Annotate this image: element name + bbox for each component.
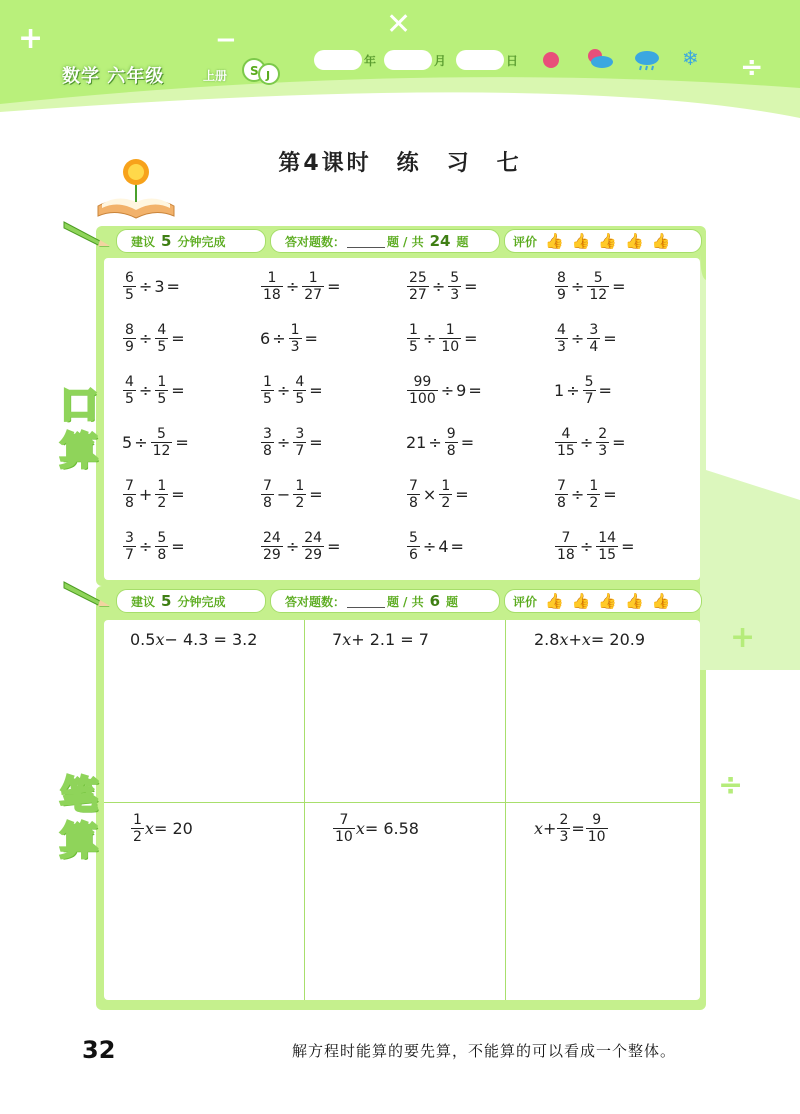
- fraction: $\frac{4}{15}$: [557, 426, 575, 459]
- lesson-title: 第4课时 练 习 七: [278, 151, 522, 176]
- oral-problem: $\frac{3}{7}$ ÷ $\frac{5}{8}$ =: [125, 530, 185, 563]
- oral-suggest-pill: [116, 229, 266, 253]
- fraction: $\frac{14}{15}$: [598, 530, 617, 563]
- equation-4: $\frac{1}{2}$ x = 20: [133, 812, 193, 845]
- pencil-icon: [62, 578, 114, 608]
- oral-problem: $\frac{4}{5}$ ÷ $\frac{1}{5}$ =: [125, 374, 185, 407]
- divide-decoration: ÷: [718, 768, 744, 803]
- grid-divider: [505, 620, 506, 1000]
- sunny-icon[interactable]: [540, 49, 562, 71]
- footer-tip: 解方程时能算的要先算，不能算的可以看成一个整体。: [292, 1042, 677, 1060]
- rating-label: 评价: [513, 594, 538, 609]
- oral-problem: 1 ÷ $\frac{5}{7}$ =: [554, 374, 612, 407]
- oral-score-pill: [270, 229, 500, 253]
- svg-text:+: +: [18, 21, 44, 56]
- suggest-label: 建议: [131, 594, 156, 609]
- thumbs-rating-icons[interactable]: 👍👍👍👍👍: [545, 232, 679, 250]
- pencil-icon: [62, 218, 114, 248]
- total-count: 24: [429, 232, 451, 250]
- written-rating-pill: [504, 589, 702, 613]
- oral-problem: $\frac{1}{5}$ ÷ $\frac{4}{5}$ =: [263, 374, 323, 407]
- rating-label: 评价: [513, 234, 538, 249]
- fraction: $\frac{99}{100}$: [409, 374, 436, 407]
- oral-problem: $\frac{99}{100}$ ÷ 9 =: [409, 374, 482, 407]
- suggest-unit: 分钟完成: [177, 234, 226, 249]
- svg-text:÷: ÷: [740, 50, 764, 83]
- oral-problem: $\frac{5}{6}$ ÷ 4 =: [409, 530, 464, 563]
- fraction: $\frac{5}{12}$: [152, 426, 171, 459]
- oral-problem: $\frac{24}{29}$ ÷ $\frac{24}{29}$ =: [263, 530, 341, 563]
- total-suffix: 题: [456, 234, 469, 249]
- oral-problem: $\frac{6}{5}$ ÷ 3 =: [125, 270, 180, 303]
- page-number: 32: [82, 1036, 116, 1064]
- oral-problem: $\frac{3}{8}$ ÷ $\frac{3}{7}$ =: [263, 426, 323, 459]
- fraction: $\frac{3}{7}$: [295, 426, 305, 459]
- volume-label: 上册: [203, 69, 228, 83]
- grid-divider: [304, 620, 305, 1000]
- fraction: $\frac{4}{3}$: [557, 322, 566, 355]
- fraction: $\frac{3}{7}$: [125, 530, 134, 563]
- equation-2: 7 x + 2.1 = 7: [332, 630, 429, 649]
- fraction: $\frac{7}{8}$: [263, 478, 272, 511]
- equation-5: $\frac{7}{10}$ x = 6.58: [335, 812, 419, 845]
- fraction: $\frac{5}{8}$: [157, 530, 167, 563]
- oral-problem: $\frac{7}{8}$ − $\frac{1}{2}$ =: [263, 478, 323, 511]
- fraction: $\frac{5}{3}$: [450, 270, 460, 303]
- suggest-minutes: 5: [161, 232, 172, 250]
- fraction: $\frac{1}{18}$: [263, 270, 281, 303]
- oral-rating-pill: [504, 229, 702, 253]
- fraction: $\frac{7}{8}$: [125, 478, 134, 511]
- svg-text:✕: ✕: [386, 7, 412, 42]
- fraction: $\frac{1}{2}$: [589, 478, 599, 511]
- written-side-label-1: 笔: [60, 773, 99, 817]
- total-prefix: / 共: [403, 234, 424, 249]
- oral-problem: $\frac{1}{5}$ ÷ $\frac{1}{10}$ =: [409, 322, 478, 355]
- page-curl-decoration: [700, 250, 800, 670]
- svg-text:J: J: [266, 69, 271, 82]
- total-count: 6: [429, 592, 441, 610]
- snowy-icon[interactable]: ❄: [682, 46, 699, 70]
- written-suggest-pill: [116, 589, 266, 613]
- fraction: $\frac{3}{8}$: [263, 426, 272, 459]
- oral-problem: $\frac{7}{8}$ ÷ $\frac{1}{2}$ =: [557, 478, 617, 511]
- fraction: $\frac{2}{3}$: [598, 426, 608, 459]
- oral-problem: $\frac{1}{18}$ ÷ $\frac{1}{27}$ =: [263, 270, 341, 303]
- correct-label: 答对题数：: [285, 594, 346, 609]
- oral-problem: $\frac{4}{15}$ ÷ $\frac{2}{3}$ =: [557, 426, 626, 459]
- plus-decoration: +: [730, 620, 756, 655]
- fraction: $\frac{1}{3}$: [290, 322, 300, 355]
- suggest-unit: 分钟完成: [177, 594, 226, 609]
- oral-problem: $\frac{4}{3}$ ÷ $\frac{3}{4}$ =: [557, 322, 617, 355]
- fraction: $\frac{4}{5}$: [157, 322, 167, 355]
- oral-problem: 21 ÷ $\frac{9}{8}$ =: [406, 426, 475, 459]
- fraction: $\frac{4}{5}$: [125, 374, 134, 407]
- suggest-minutes: 5: [161, 592, 172, 610]
- thumbs-rating-icons[interactable]: 👍👍👍👍👍: [545, 592, 679, 610]
- oral-side-label-1: 口: [60, 383, 99, 427]
- fraction: $\frac{1}{27}$: [304, 270, 323, 303]
- oral-problem: $\frac{7}{8}$ + $\frac{1}{2}$ =: [125, 478, 185, 511]
- day-label: 日: [506, 54, 519, 68]
- written-score-pill: [270, 589, 500, 613]
- fraction: $\frac{5}{12}$: [589, 270, 608, 303]
- oral-problem: $\frac{25}{27}$ ÷ $\frac{5}{3}$ =: [409, 270, 478, 303]
- partly-cloudy-icon[interactable]: [584, 47, 614, 69]
- oral-side-label-2: 算: [60, 429, 99, 473]
- fraction: $\frac{7}{8}$: [409, 478, 418, 511]
- correct-label: 答对题数：: [285, 234, 346, 249]
- svg-text:S: S: [250, 64, 259, 78]
- month-label: 月: [434, 54, 447, 68]
- fraction: $\frac{1}{5}$: [263, 374, 272, 407]
- oral-problem: $\frac{7}{8}$ × $\frac{1}{2}$ =: [409, 478, 469, 511]
- total-suffix: 题: [446, 594, 459, 609]
- grid-divider: [104, 802, 700, 803]
- ti-label: 题: [387, 234, 400, 249]
- oral-problem: 6 ÷ $\frac{1}{3}$ =: [260, 322, 318, 355]
- fraction: $\frac{24}{29}$: [263, 530, 281, 563]
- fraction: $\frac{1}{5}$: [157, 374, 167, 407]
- correct-count-field[interactable]: [347, 595, 385, 608]
- fraction: $\frac{24}{29}$: [304, 530, 323, 563]
- equation-1: 0.5 x − 4.3 = 3.2: [130, 630, 258, 649]
- month-field[interactable]: [384, 50, 432, 70]
- fraction: $\frac{7}{8}$: [557, 478, 566, 511]
- total-prefix: / 共: [403, 594, 424, 609]
- fraction: $\frac{8}{9}$: [125, 322, 134, 355]
- oral-problem: $\frac{7}{18}$ ÷ $\frac{14}{15}$ =: [557, 530, 635, 563]
- fraction: $\frac{4}{5}$: [295, 374, 305, 407]
- correct-count-field[interactable]: [347, 235, 385, 248]
- fraction: $\frac{5}{7}$: [584, 374, 594, 407]
- equation-6: x + $\frac{2}{3}$ = $\frac{9}{10}$: [534, 812, 606, 845]
- fraction: $\frac{1}{5}$: [409, 322, 418, 355]
- fraction: $\frac{1}{10}$: [441, 322, 460, 355]
- day-field[interactable]: [456, 50, 504, 70]
- fraction: $\frac{1}{2}$: [441, 478, 451, 511]
- suggest-label: 建议: [131, 234, 156, 249]
- equation-3: 2.8 x + x = 20.9: [534, 630, 646, 649]
- fraction: $\frac{3}{4}$: [589, 322, 599, 355]
- subject-grade: 数学 六年级: [62, 66, 165, 87]
- fraction: $\frac{8}{9}$: [557, 270, 566, 303]
- fraction: $\frac{1}{2}$: [157, 478, 167, 511]
- ti-label: 题: [387, 594, 400, 609]
- oral-problem: $\frac{8}{9}$ ÷ $\frac{4}{5}$ =: [125, 322, 185, 355]
- fraction: $\frac{5}{6}$: [409, 530, 418, 563]
- rainy-icon[interactable]: [632, 49, 662, 71]
- book-flower-icon: [96, 156, 176, 220]
- fraction: $\frac{25}{27}$: [409, 270, 427, 303]
- fraction: $\frac{1}{2}$: [295, 478, 305, 511]
- year-label: 年: [364, 54, 377, 68]
- year-field[interactable]: [314, 50, 362, 70]
- fraction: $\frac{7}{18}$: [557, 530, 575, 563]
- oral-problem: $\frac{8}{9}$ ÷ $\frac{5}{12}$ =: [557, 270, 626, 303]
- fraction: $\frac{9}{8}$: [446, 426, 456, 459]
- svg-text:−: −: [215, 25, 237, 55]
- publisher-badge: [242, 56, 280, 86]
- fraction: $\frac{6}{5}$: [125, 270, 134, 303]
- written-side-label-2: 算: [60, 819, 99, 863]
- oral-problem: 5 ÷ $\frac{5}{12}$ =: [122, 426, 189, 459]
- written-section-area: [104, 620, 700, 1000]
